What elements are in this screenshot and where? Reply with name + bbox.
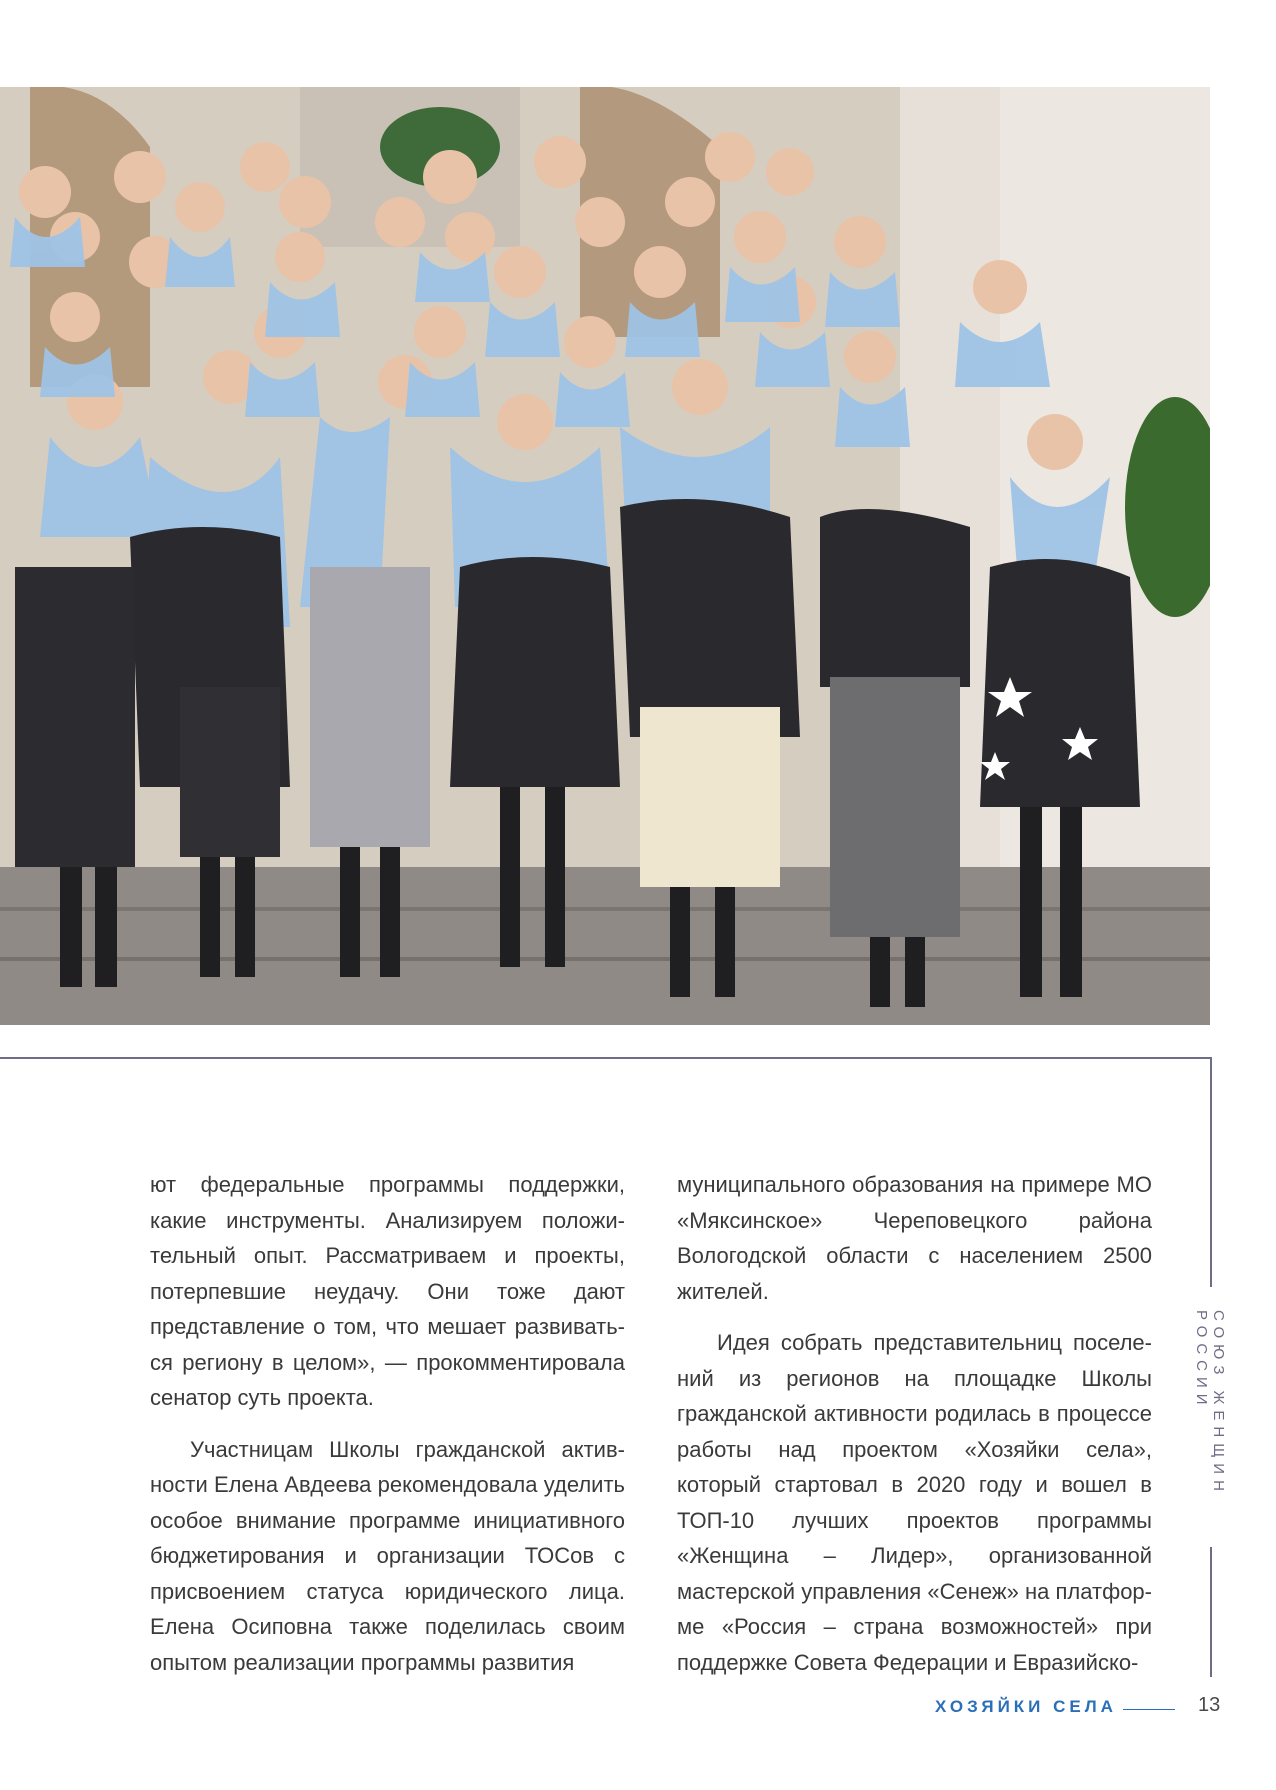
vertical-divider-bottom <box>1210 1547 1212 1677</box>
paragraph: Идея собрать представительниц поселений из регионов на площадке Школы гражданской активности родилась в процессе работы над проектом «Хозяйки села», который стартовал в 2020 году и вошел в ТОП-10 лучших проектов программы «Женщина – Лидер», организованной мастерской управления «Сенеж» на платформе «Россия – страна возможностей» при поддержке Совета Федерации и Евразийско- <box>677 1330 1152 1675</box>
paragraph: муниципального образования на примере МО «Мяксинское» Череповецкого района Вологодской области с населением 2500 жителей. <box>677 1172 1152 1304</box>
group-photo-icon <box>0 87 1210 1025</box>
vertical-divider-top <box>1210 1057 1212 1287</box>
side-label: СОЮЗ ЖЕНЩИН РОССИИ <box>1193 1310 1227 1497</box>
footer-divider <box>1123 1709 1175 1710</box>
paragraph: Участницам Школы гражданской активности Елена Авдеева рекомендовала уделить особое внимание программе инициативного бюджетирования и организации ТОСов с присвоением статуса юридического лица. Елена Осиповна также поделилась своим опытом реализации программы развития <box>150 1436 625 1675</box>
horizontal-divider <box>0 1057 1212 1059</box>
group-photo <box>0 87 1210 1025</box>
text-column-left <box>150 1167 625 1680</box>
paragraph: ют федеральные программы поддержки, какие инструменты. Анализируем положительный опыт. Рассматриваем и проекты, потерпевшие неудачу. Они тоже дают представление о том, что мешает развиваться региону в целом», — прокомментировала сенатор суть проекта. <box>150 1172 625 1410</box>
page-number: 13 <box>1198 1694 1221 1716</box>
footer-title: ХОЗЯЙКИ СЕЛА <box>935 1697 1117 1716</box>
text-column-right <box>677 1167 1152 1680</box>
